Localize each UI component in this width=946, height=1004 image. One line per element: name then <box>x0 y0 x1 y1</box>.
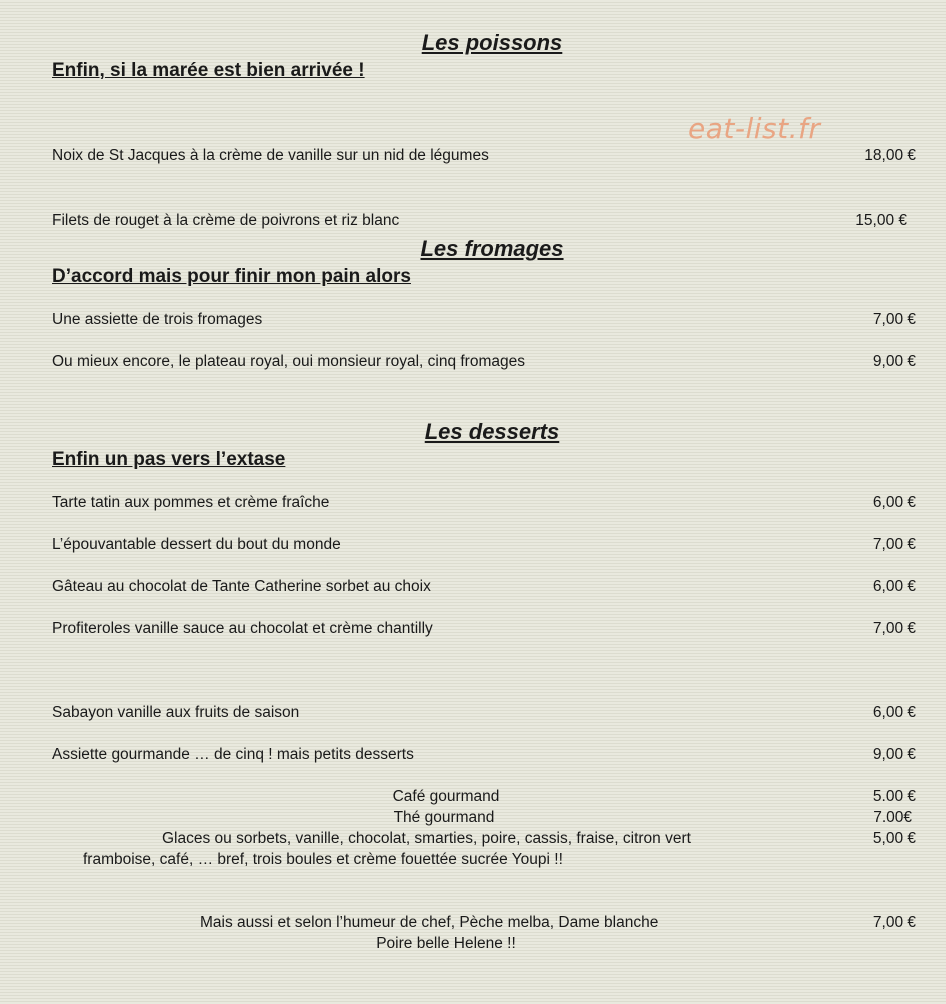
menu-item-name: Gâteau au chocolat de Tante Catherine sorbet au choix <box>52 578 431 595</box>
menu-item-price-the: 7.00€ <box>873 809 912 826</box>
section-title-fromages: Les fromages <box>420 236 564 261</box>
menu-item-name-extra-line1: Mais aussi et selon l’humeur de chef, Pèche melba, Dame blanche <box>200 914 659 931</box>
tagline-fromages: D’accord mais pour finir mon pain alors <box>52 266 411 287</box>
menu-item-price-cafe: 5.00 € <box>872 788 916 805</box>
menu-item-price-extra: 7,00 € <box>872 914 916 931</box>
menu-item-price: 7,00 € <box>872 620 916 637</box>
menu-item-name-glaces-line2: framboise, café, … bref, trois boules et crème fouettée sucrée Youpi !! <box>83 851 563 868</box>
tagline-desserts: Enfin un pas vers l’extase <box>52 449 286 470</box>
menu-item-price: 9,00 € <box>872 746 916 763</box>
menu-item-price: 7,00 € <box>872 311 916 328</box>
menu-item-name-glaces-line1: Glaces ou sorbets, vanille, chocolat, smarties, poire, cassis, fraise, citron vert <box>162 830 691 847</box>
watermark-text: eat-list.fr <box>688 112 821 145</box>
menu-item-name: L’épouvantable dessert du bout du monde <box>52 536 341 553</box>
section-title-poissons: Les poissons <box>421 30 563 55</box>
menu-item-price: 6,00 € <box>872 704 916 721</box>
menu-item-price: 6,00 € <box>872 494 916 511</box>
menu-item-price: 7,00 € <box>872 536 916 553</box>
section-title-desserts: Les desserts <box>424 419 560 444</box>
menu-item-name-the: Thé gourmand <box>393 809 495 826</box>
menu-item-name: Sabayon vanille aux fruits de saison <box>52 704 300 721</box>
menu-item-name-cafe: Café gourmand <box>392 788 500 805</box>
menu-item-price: 6,00 € <box>872 578 916 595</box>
menu-item-name: Ou mieux encore, le plateau royal, oui monsieur royal, cinq fromages <box>52 353 525 370</box>
menu-item-price-glaces: 5,00 € <box>872 830 916 847</box>
menu-item-name-extra-line2: Poire belle Helene !! <box>376 935 516 952</box>
menu-item-name: Assiette gourmande … de cinq ! mais petits desserts <box>52 746 414 763</box>
menu-item-name: Noix de St Jacques à la crème de vanille sur un nid de légumes <box>52 147 489 164</box>
menu-item-price: 9,00 € <box>872 353 916 370</box>
menu-item-name: Tarte tatin aux pommes et crème fraîche <box>52 494 330 511</box>
menu-item-name: Une assiette de trois fromages <box>52 311 263 328</box>
menu-item-price: 18,00 € <box>864 147 916 164</box>
tagline-poissons: Enfin, si la marée est bien arrivée ! <box>52 60 365 81</box>
menu-item-name: Filets de rouget à la crème de poivrons et riz blanc <box>52 212 400 229</box>
menu-item-price: 15,00 € <box>855 212 907 229</box>
menu-item-name: Profiteroles vanille sauce au chocolat et crème chantilly <box>52 620 433 637</box>
